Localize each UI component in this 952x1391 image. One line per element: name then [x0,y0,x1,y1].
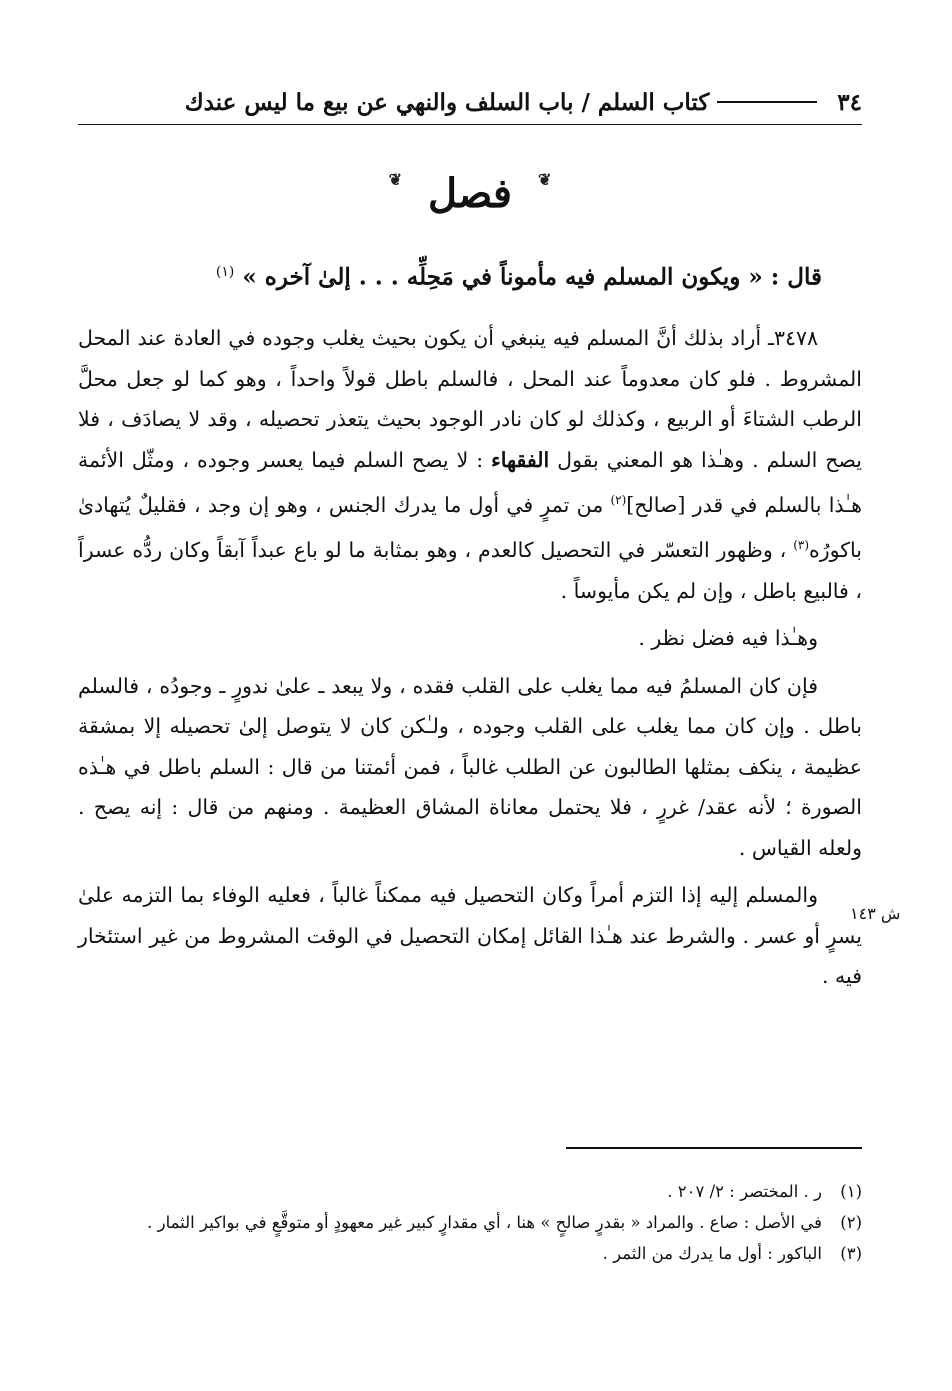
quoted-matn [78,252,822,298]
footnote-ref: (٢) [610,493,627,507]
paragraph-text: ، وظهور التعسّر في التحصيل كالعدم ، وهو بمثابة ما لو باع عبداً آبقاً وكان ردُّه عسراً ، فالبيع باطل ، وإن لم يكن مأيوساً . [78,538,862,603]
running-title: كتاب السلم / باب السلف والنهي عن بيع ما ليس عندك [184,88,710,116]
header-dash [717,101,817,103]
section-title: فصل [427,170,513,217]
paragraph: فإن كان المسلمُ فيه مما يغلب على القلب فقده ، ولا يبعد ـ علىٰ ندورٍ ـ وجودُه ، فالسلم باطل . وإن كان مما يغلب على القلب وجوده ، ولـٰكن كان لا يتوصل إلىٰ تحصيله إلا بمشقة عظيمة ، ينكف بمثلها الطالبون عن الطلب غالباً ، فمن أئمتنا من قال : السلم باطل في هـٰذه الصورة ؛ لأنه عقد/ غررٍ ، فلا يحتمل معاناة المشاق العظيمة . ومنهم من قال : إنه يصح . ولعله القياس . [78,673,862,860]
footnote [78,1209,862,1236]
footnote-rule [566,1147,862,1149]
paragraph: وهـٰذا فيه فضل نظر . [638,626,818,651]
paragraph-text: ٣٤٧٨ـ أراد بذلك أنَّ المسلم فيه ينبغي أن يكون بحيث يغلب وجوده في العادة عند المحل المشروط . فلو كان معدوماً عند المحل ، فالسلم باطل قولاً واحداً ، وهو كما لو جعل محلَّ الرطب الشتاءَ أو الربيع ، وكذلك لو كان نادر الوجود بحيث يتعذر تحصيله ، وقد لا يصادَف ، فلا يصح السلم . وهـٰذا هو المعني بقول [78,326,862,472]
footnote-ref: (٣) [793,538,810,553]
commentary-body [78,318,862,1004]
paragraph-text: من تمرٍ في أول ما يدرك الجنس ، وهو إن وجد ، فقليلٌ يُتهادىٰ باكورُه [78,492,862,563]
footnote [78,1240,862,1267]
footnote-number: (٢) [840,1213,862,1232]
book-page [78,0,862,1391]
manuscript-margin-note: ش ١٤٣ [850,904,901,923]
section-ornament [78,170,862,217]
paragraph [78,318,862,611]
quote-text: قال : « ويكون المسلم فيه مأموناً في مَحِلِّه . . . إلىٰ آخره » [242,263,822,291]
bold-term: الفقهاء [491,447,550,472]
footnote-text: في الأصل : صاع . والمراد « بقدرٍ صالحٍ » هنا ، أي مقدارٍ كبير غير معهودٍ أو متوقَّعٍ في بواكير الثمار . [147,1213,822,1232]
footnote [78,1178,862,1205]
footnote-text: الباكور : أول ما يدرك من الثمر . [602,1244,822,1263]
footnote-text: ر . المختصر : ٢/ ٢٠٧ . [667,1182,822,1201]
flourish-icon: ❦ [388,170,402,189]
page-number: ٣٤ [837,88,862,116]
running-header [78,82,862,122]
paragraph-text: : لا يصح السلم فيما يعسر وجوده ، ومثّل الأئمة هـٰذا بالسلم في قدر [صالح] [78,447,862,517]
flourish-icon: ❦ [537,170,552,189]
footnotes [78,1178,862,1271]
footnote-number: (٣) [840,1244,862,1263]
footnote-ref: (١) [215,264,235,280]
footnote-number: (١) [840,1182,862,1201]
paragraph: والمسلم إليه إذا التزم أمراً وكان التحصيل فيه ممكناً غالباً ، فعليه الوفاء بما التزمه علىٰ يسرٍ أو عسر . والشرط عند هـٰذا القائل إمكان التحصيل في الوقت المشروط من غير استئخار فيه . [78,883,862,989]
header-rule [78,124,862,125]
